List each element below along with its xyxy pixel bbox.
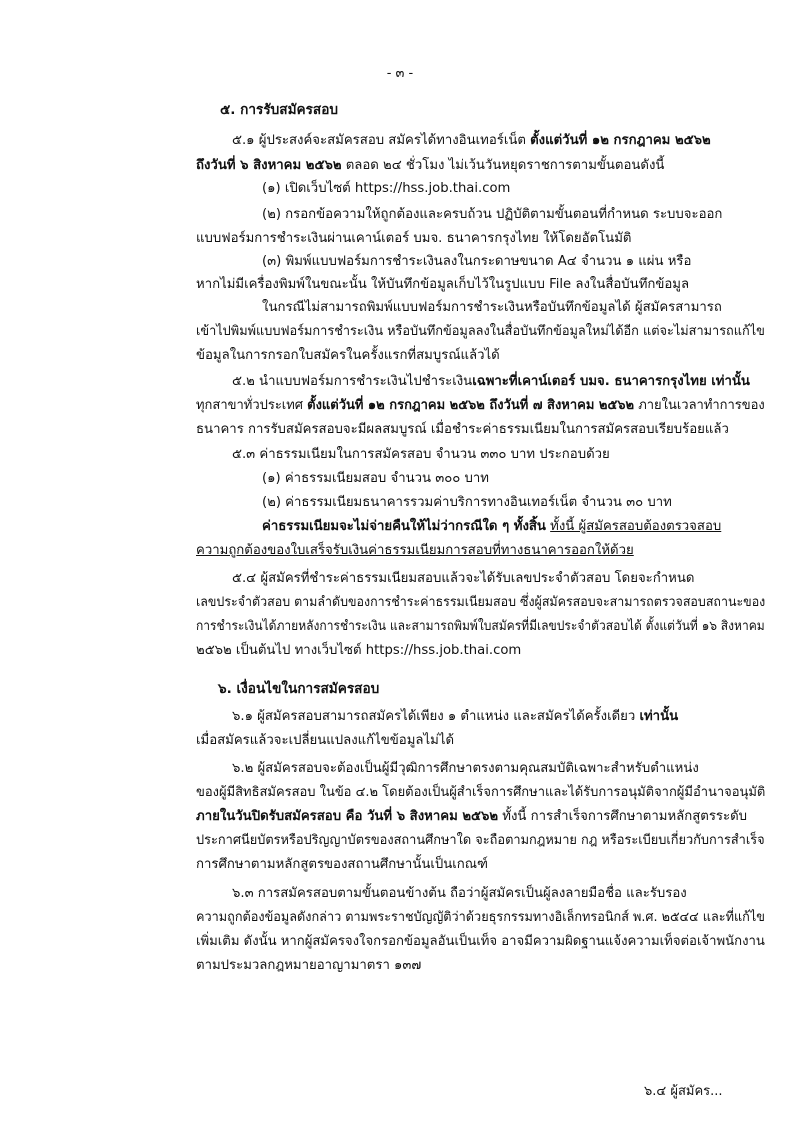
s52-line1: ๕.๒ นำแบบฟอร์มการชำระเงินไปชำระเงินเฉพาะที่เคาน์เตอร์ บมจ. ธนาคารกรุงไทย เท่านั้น [232, 374, 750, 389]
s63-line1: ๖.๓ การสมัครสอบตามขั้นตอนข้างต้น ถือว่าผู้สมัครเป็นผู้ลงลายมือชื่อ และรับรอง [232, 886, 687, 901]
page-number: - ๓ - [386, 66, 414, 81]
s51-item3-line2: หากไม่มีเครื่องพิมพ์ในขณะนั้น ให้บันทึกข้อมูลเก็บไว้ในรูปแบบ File ลงในสื่อบันทึกข้อมูล [196, 277, 690, 292]
s51-item3-line1: (๓) พิมพ์แบบฟอร์มการชำระเงินลงในกระดาษขนาด A๔ จำนวน ๑ แผ่น หรือ [262, 254, 692, 269]
s51-item1: (๑) เปิดเว็บไซต์ https://hss.job.thai.com [262, 181, 511, 196]
s54-line2: เลขประจำตัวสอบ ตามลำดับของการชำระค่าธรรมเนียมสอบ ซึ่งผู้สมัครสอบจะสามารถตรวจสอบสถานะของ [196, 595, 766, 610]
s52-line3: ธนาคาร การรับสมัครสอบจะมีผลสมบูรณ์ เมื่อชำระค่าธรรมเนียมในการสมัครสอบเรียบร้อยแล้ว [196, 422, 729, 437]
s53-item1: (๑) ค่าธรรมเนียมสอบ จำนวน ๓๐๐ บาท [262, 471, 489, 486]
s62-line1: ๖.๒ ผู้สมัครสอบจะต้องเป็นผู้มีวุฒิการศึกษาตรงตามคุณสมบัติเฉพาะสำหรับตำแหน่ง [232, 761, 699, 776]
s52-line2: ทุกสาขาทั่วประเทศ ตั้งแต่วันที่ ๑๒ กรกฎาคม ๒๕๖๒ ถึงวันที่ ๗ สิงหาคม ๒๕๖๒ ภายในเวลาทำการของ [196, 398, 765, 413]
section6-heading: ๖. เงื่อนไขในการสมัครสอบ [218, 681, 380, 697]
s54-line3: การชำระเงินได้ภายหลังการชำระเงิน และสามารถพิมพ์ใบสมัครที่มีเลขประจำตัวสอบได้ ตั้งแต่วันที่ ๑๖ สิงหาคม [196, 619, 765, 634]
s62-line3: ภายในวันปิดรับสมัครสอบ คือ วันที่ ๖ สิงหาคม ๒๕๖๒ ทั้งนี้ การสำเร็จการศึกษาตามหลักสูตรระดับ [196, 809, 748, 824]
s63-line4: ตามประมวลกฎหมายอาญามาตรา ๑๓๗ [196, 958, 422, 973]
s53-item2: (๒) ค่าธรรมเนียมธนาคารรวมค่าบริการทางอินเทอร์เน็ต จำนวน ๓๐ บาท [262, 495, 672, 510]
s51-item2-line1: (๒) กรอกข้อความให้ถูกต้องและครบถ้วน ปฏิบัติตามขั้นตอนที่กำหนด ระบบจะออก [262, 207, 723, 222]
page-footer-continuation: ๖.๔ ผู้สมัคร... [644, 1084, 723, 1099]
s51-note-line2: เข้าไปพิมพ์แบบฟอร์มการชำระเงิน หรือบันทึกข้อมูลลงในสื่อบันทึกข้อมูลใหม่ได้อีก แต่จะไม่สามารถแก้ไข [196, 324, 765, 339]
s63-line3: เพิ่มเติม ดังนั้น หากผู้สมัครจงใจกรอกข้อมูลอันเป็นเท็จ อาจมีความผิดฐานแจ้งความเท็จต่อเจ้าพนักงาน [196, 934, 765, 949]
section5-heading: ๕. การรับสมัครสอบ [220, 102, 339, 118]
s51-line2: ถึงวันที่ ๖ สิงหาคม ๒๕๖๒ ตลอด ๒๔ ชั่วโมง ไม่เว้นวันหยุดราชการตามขั้นตอนดังนี้ [196, 158, 665, 173]
s54-line4: ๒๕๖๒ เป็นต้นไป ทางเว็บไซต์ https://hss.job.thai.com [196, 643, 522, 658]
s53-warning-line2: ความถูกต้องของใบเสร็จรับเงินค่าธรรมเนียมการสอบที่ทางธนาคารออกให้ด้วย [196, 543, 634, 558]
s61-line2: เมื่อสมัครแล้วจะเปลี่ยนแปลงแก้ไขข้อมูลไม่ได้ [196, 733, 455, 748]
s51-line1: ๕.๑ ผู้ประสงค์จะสมัครสอบ สมัครได้ทางอินเทอร์เน็ต ตั้งแต่วันที่ ๑๒ กรกฎาคม ๒๕๖๒ [232, 133, 711, 148]
s51-note-line1: ในกรณีไม่สามารถพิมพ์แบบฟอร์มการชำระเงินหรือบันทึกข้อมูลได้ ผู้สมัครสามารถ [262, 300, 722, 315]
s61-line1: ๖.๑ ผู้สมัครสอบสามารถสมัครได้เพียง ๑ ตำแหน่ง และสมัครได้ครั้งเดียว เท่านั้น [232, 709, 679, 724]
s51-note-line3: ข้อมูลในการกรอกใบสมัครในครั้งแรกที่สมบูรณ์แล้วได้ [196, 348, 500, 363]
s53-warning-line1: ค่าธรรมเนียมจะไม่จ่ายคืนให้ไม่ว่ากรณีใด ๆ ทั้งสิ้น ทั้งนี้ ผู้สมัครสอบต้องตรวจสอบ [262, 519, 722, 534]
s63-line2: ความถูกต้องข้อมูลดังกล่าว ตามพระราชบัญญัติว่าด้วยธุรกรรมทางอิเล็กทรอนิกส์ พ.ศ. ๒๕๔๔ และที่แก้ไข [196, 910, 765, 925]
s53-line1: ๕.๓ ค่าธรรมเนียมในการสมัครสอบ จำนวน ๓๓๐ บาท ประกอบด้วย [232, 447, 610, 462]
s62-line2: ของผู้มีสิทธิสมัครสอบ ในข้อ ๔.๒ โดยต้องเป็นผู้สำเร็จการศึกษาและได้รับการอนุมัติจากผู้มีอำนาจอนุมัติ [196, 785, 766, 800]
s54-line1: ๕.๔ ผู้สมัครที่ชำระค่าธรรมเนียมสอบแล้วจะได้รับเลขประจำตัวสอบ โดยจะกำหนด [232, 571, 695, 586]
s62-line5: การศึกษาตามหลักสูตรของสถานศึกษานั้นเป็นเกณฑ์ [196, 857, 488, 872]
s51-item2-line2: แบบฟอร์มการชำระเงินผ่านเคาน์เตอร์ บมจ. ธนาคารกรุงไทย ให้โดยอัตโนมัติ [196, 231, 632, 246]
s62-line4: ประกาศนียบัตรหรือปริญญาบัตรของสถานศึกษาใด จะถือตามกฎหมาย กฎ หรือระเบียบเกี่ยวกับการสำเร็จ [196, 833, 765, 848]
